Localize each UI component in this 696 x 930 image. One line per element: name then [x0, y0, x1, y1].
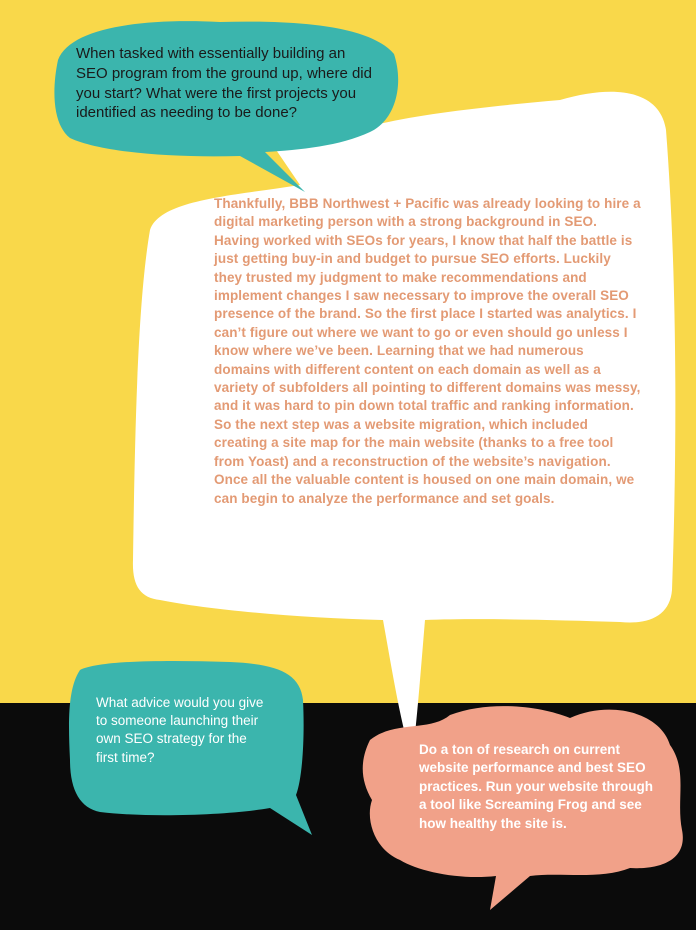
question-2-text: What advice would you give to someone launching their own SEO strategy for the first time?: [96, 695, 264, 765]
question-1-text: When tasked with essentially building an SEO program from the ground up, where did you start? What were the first projects you identified as needing to be done?: [76, 45, 372, 122]
answer-1-text: Thankfully, BBB Northwest + Pacific was already looking to hire a digital marketing person with a strong background in SEO. Having worked with SEOs for years, I know that half the battle is just getting buy-in and budget to pursue SEO efforts. Luckily they trusted my judgment to make recommendations and implement changes I saw necessary to improve the overall SEO presence of the brand. So the first place I started was analytics. I can’t figure out where we want to go or even should go unless I know where we’ve been. Learning that we had numerous domains with different content on each domain as well as a variety of subfolders all pointing to different domains was messy, and it was hard to pin down total traffic and ranking information. So the next step was a website migration, which included creating a site map for the main website (thanks to a free tool from Yoast) and a reconstruction of the website’s navigation. Once all the valuable content is housed on one main domain, we can begin to analyze the performance and set goals.: [214, 196, 641, 506]
answer-2-text: Do a ton of research on current website performance and best SEO practices. Run your website through a tool like Screaming Frog and see how healthy the site is.: [419, 742, 654, 831]
